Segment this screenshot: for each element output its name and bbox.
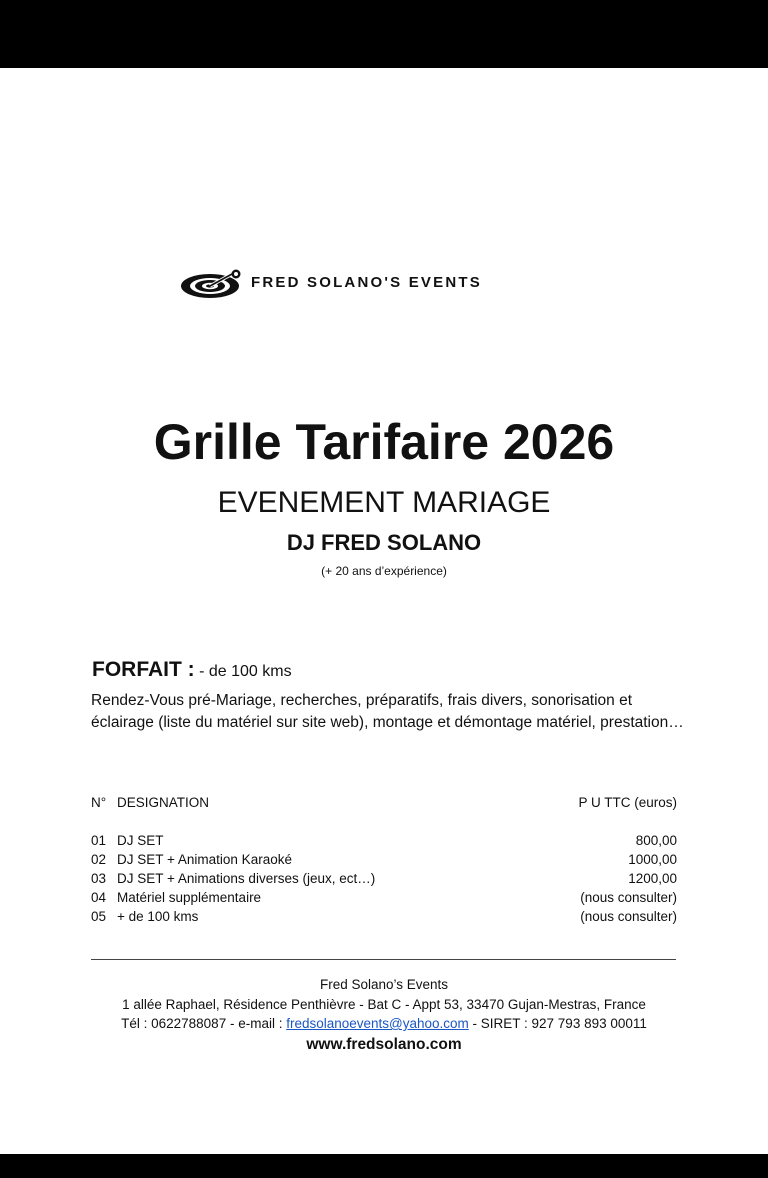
vinyl-record-icon (180, 269, 244, 299)
bottom-black-bar (0, 1154, 768, 1178)
experience-note: (+ 20 ans d’expérience) (321, 564, 447, 578)
logo-text: FRED SOLANO'S EVENTS (251, 274, 482, 291)
event-subtitle: EVENEMENT MARIAGE (217, 486, 551, 519)
footer-divider (91, 959, 676, 960)
row-price: 1000,00 (628, 852, 677, 867)
footer-address: 1 allée Raphael, Résidence Penthièvre - Bat C - Appt 53, 33470 Gujan-Mestras, France (122, 997, 646, 1012)
table-header (91, 795, 677, 814)
row-number: 01 (91, 833, 107, 848)
forfait-description: Rendez-Vous pré-Mariage, recherches, préparatifs, frais divers, sonorisation et éclairage (liste du matériel sur site web), montage et démontage matériel, prestation… (91, 692, 684, 731)
row-price: (nous consulter) (580, 909, 677, 924)
header-number: N° (91, 795, 107, 810)
row-designation: Matériel supplémentaire (117, 890, 262, 905)
company-logo (0, 266, 768, 302)
dj-name: DJ FRED SOLANO (286, 530, 482, 555)
row-number: 03 (91, 871, 107, 886)
table-row (91, 871, 677, 890)
row-designation: DJ SET + Animation Karaoké (117, 852, 292, 867)
footer-contact (0, 1016, 768, 1031)
row-price: 1200,00 (628, 871, 677, 886)
row-number: 05 (91, 909, 107, 924)
row-number: 04 (91, 890, 107, 905)
forfait-label: FORFAIT : (92, 658, 195, 681)
table-row (91, 909, 677, 928)
top-black-bar (0, 0, 768, 68)
row-price: 800,00 (635, 833, 677, 848)
table-row (91, 852, 677, 871)
website-link[interactable]: www.fredsolano.com (306, 1036, 462, 1053)
row-designation: DJ SET (117, 833, 164, 848)
header-price: P U TTC (euros) (578, 795, 677, 810)
table-row (91, 890, 677, 909)
row-price: (nous consulter) (580, 890, 677, 905)
row-designation: + de 100 kms (117, 909, 199, 924)
email-link[interactable]: fredsolanoevents@yahoo.com (286, 1016, 469, 1031)
page-title: Grille Tarifaire 2026 (153, 414, 615, 470)
forfait-heading (92, 658, 292, 682)
footer-company: Fred Solano’s Events (319, 977, 449, 992)
footer-phone: Tél : 0622788087 - e-mail : (121, 1016, 287, 1031)
row-number: 02 (91, 852, 107, 867)
table-row (91, 833, 677, 852)
forfait-detail: - de 100 kms (194, 663, 292, 680)
footer-siret: - SIRET : 927 793 893 00011 (468, 1016, 647, 1031)
row-designation: DJ SET + Animations diverses (jeux, ect…) (117, 871, 376, 886)
header-designation: DESIGNATION (117, 795, 210, 810)
